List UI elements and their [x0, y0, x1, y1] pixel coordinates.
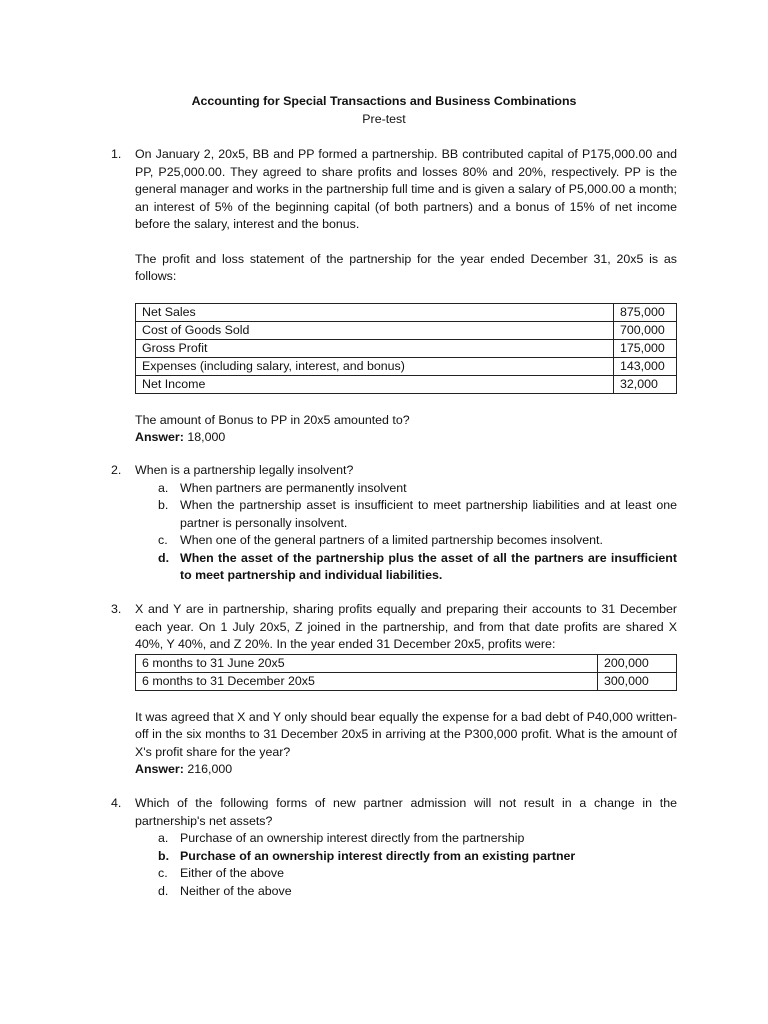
- row-value: 700,000: [614, 321, 677, 339]
- option-letter: d.: [158, 883, 169, 898]
- option-text: When the partnership asset is insufficient to meet partnership liabilities and at least one partner is personally insolvent.: [180, 498, 677, 530]
- answer-line: [135, 761, 677, 779]
- option-letter: c.: [158, 866, 168, 880]
- question-intro: The profit and loss statement of the partnership for the year ended December 31, 20x5 is as follows:: [135, 251, 677, 283]
- row-value: 175,000: [614, 339, 677, 357]
- answer-value: 18,000: [187, 430, 226, 444]
- answer-value: 216,000: [187, 762, 233, 776]
- option-letter: a.: [158, 831, 169, 845]
- question-4: [111, 795, 677, 900]
- option-letter: d.: [158, 550, 170, 565]
- option-letter: c.: [158, 533, 168, 547]
- table-row: [136, 375, 677, 393]
- question-1: [111, 146, 677, 447]
- table-row: [136, 339, 677, 357]
- option-d-correct: [135, 550, 677, 585]
- table-row: [136, 672, 677, 690]
- table-row: [136, 321, 677, 339]
- option-letter: a.: [158, 480, 169, 495]
- row-label: Gross Profit: [136, 339, 614, 357]
- option-c: [135, 532, 677, 550]
- answer-line: [135, 429, 677, 447]
- row-label: Net Income: [136, 375, 614, 393]
- question-text-2: It was agreed that X and Y only should bear equally the expense for a bad debt of P40,000 written-off in the six months to 31 December 20x5 in arriving at the P300,000 profit. What is the amount of X's profit share for the year?: [135, 709, 677, 759]
- option-text: When one of the general partners of a limited partnership becomes insolvent.: [180, 533, 603, 547]
- option-b-correct: [135, 848, 677, 866]
- profit-loss-table: [135, 303, 677, 394]
- row-label: Expenses (including salary, interest, and bonus): [136, 357, 614, 375]
- row-label: Cost of Goods Sold: [136, 321, 614, 339]
- option-d: [135, 883, 677, 901]
- table-row: [136, 357, 677, 375]
- option-a: [135, 480, 677, 498]
- answer-label: Answer:: [135, 762, 184, 776]
- option-c: [135, 865, 677, 883]
- options-list: [135, 830, 677, 900]
- question-2: [111, 462, 677, 585]
- row-value: 875,000: [614, 303, 677, 321]
- table-row: [136, 303, 677, 321]
- question-prompt: The amount of Bonus to PP in 20x5 amounted to?: [135, 412, 410, 427]
- option-text: When partners are permanently insolvent: [180, 480, 407, 495]
- question-number: 1.: [111, 147, 122, 161]
- row-value: 32,000: [614, 375, 677, 393]
- option-text: Neither of the above: [180, 883, 292, 898]
- row-value: 200,000: [598, 654, 677, 672]
- option-text: Purchase of an ownership interest directly from an existing partner: [180, 848, 576, 863]
- row-label: Net Sales: [136, 303, 614, 321]
- document-subtitle: Pre-test: [362, 112, 406, 126]
- option-letter: b.: [158, 498, 169, 512]
- question-text: When is a partnership legally insolvent?: [135, 463, 354, 477]
- option-text: Purchase of an ownership interest directly from the partnership: [180, 831, 525, 845]
- row-value: 143,000: [614, 357, 677, 375]
- option-b: [135, 497, 677, 532]
- option-letter: b.: [158, 848, 170, 863]
- question-text: Which of the following forms of new partner admission will not result in a change in the partnership's net assets?: [135, 796, 677, 828]
- question-text: On January 2, 20x5, BB and PP formed a partnership. BB contributed capital of P175,000.00 and PP, P25,000.00. They agreed to share profits and losses 80% and 20%, respectively. PP is the general manager and works in the partnership full time and is given a salary of P5,000.00 a month; an interest of 5% of the beginning capital (of both partners) and a bonus of 15% of net income before the salary, interest and the bonus.: [135, 147, 677, 231]
- options-list: [135, 480, 677, 585]
- option-text: Either of the above: [180, 866, 285, 880]
- row-label: 6 months to 31 June 20x5: [136, 654, 598, 672]
- profits-table: [135, 654, 677, 691]
- option-a: [135, 830, 677, 848]
- row-label: 6 months to 31 December 20x5: [136, 672, 598, 690]
- question-3: [111, 601, 677, 779]
- question-number: 3.: [111, 602, 122, 616]
- answer-label: Answer:: [135, 430, 184, 444]
- document-title: Accounting for Special Transactions and Business Combinations: [191, 94, 577, 108]
- question-number: 4.: [111, 796, 122, 810]
- option-text: When the asset of the partnership plus the asset of all the partners are insufficient to meet partnership and individual liabilities.: [180, 550, 677, 582]
- table-row: [136, 654, 677, 672]
- question-text: X and Y are in partnership, sharing profits equally and preparing their accounts to 31 December each year. On 1 July 20x5, Z joined in the partnership, and from that date profits are shared X 40%, Y 40%, and Z 20%. In the year ended 31 December 20x5, profits were:: [135, 602, 677, 651]
- row-value: 300,000: [598, 672, 677, 690]
- question-number: 2.: [111, 463, 122, 477]
